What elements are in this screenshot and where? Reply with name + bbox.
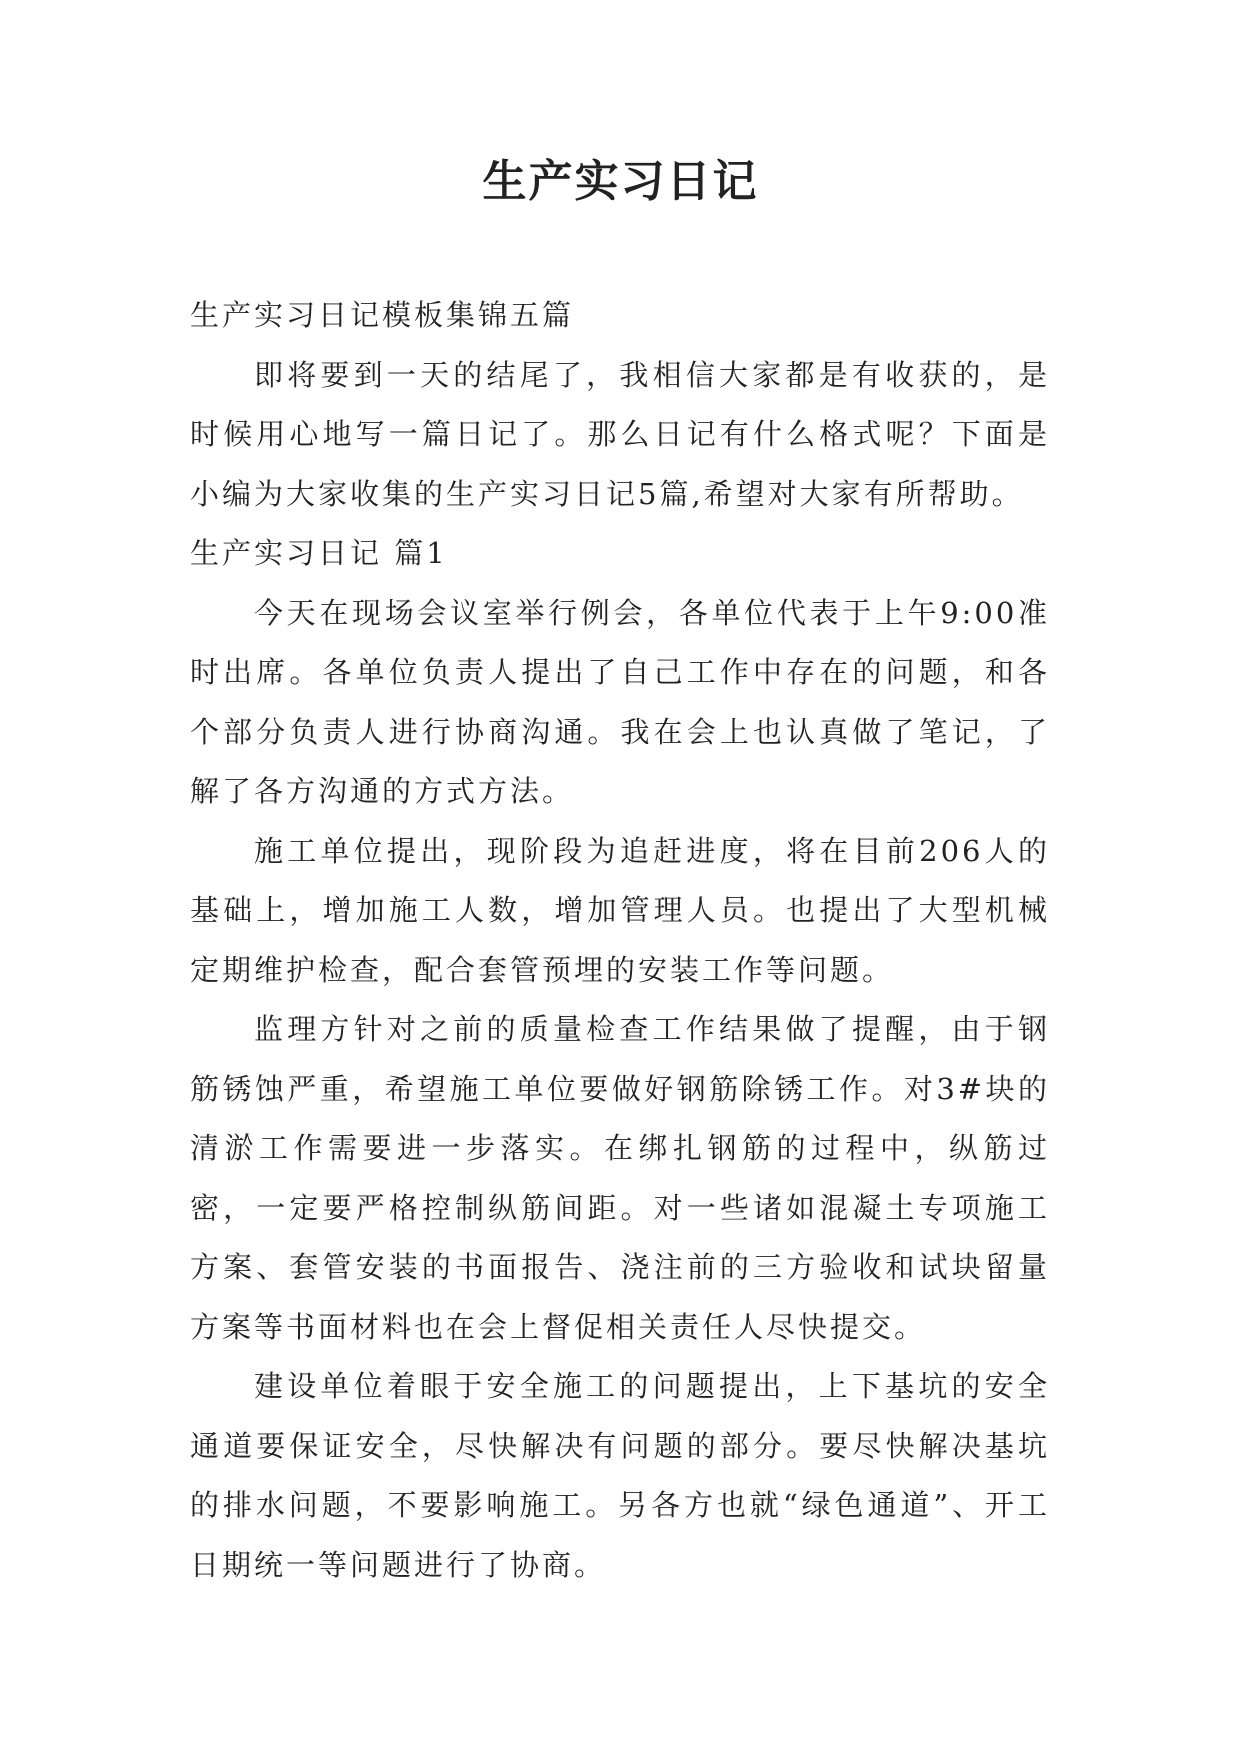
body-paragraph: 监理方针对之前的质量检查工作结果做了提醒，由于钢筋锈蚀严重，希望施工单位要做好钢筋除锈工作。对3#块的清淤工作需要进一步落实。在绑扎钢筋的过程中，纵筋过密，一定要严格控制纵筋间距。对一些诸如混凝土专项施工方案、套管安装的书面报告、浇注前的三方验收和试块留量方案等书面材料也在会上督促相关责任人尽快提交。 (190, 1012, 1050, 1344)
section-heading: 生产实习日记 篇1 (190, 536, 448, 570)
document-title: 生产实习日记 (482, 156, 759, 207)
document-subtitle: 生产实习日记模板集锦五篇 (190, 298, 575, 332)
body-paragraph: 施工单位提出，现阶段为追赶进度，将在目前206人的基础上，增加施工人数，增加管理人员。也提出了大型机械定期维护检查，配合套管预埋的安装工作等问题。 (190, 833, 1050, 987)
body-paragraph: 建设单位着眼于安全施工的问题提出，上下基坑的安全通道要保证安全，尽快解决有问题的部分。要尽快解决基坑的排水问题，不要影响施工。另各方也就“绿色通道”、开工日期统一等问题进行了协商。 (190, 1369, 1050, 1582)
intro-paragraph: 即将要到一天的结尾了，我相信大家都是有收获的，是时候用心地写一篇日记了。那么日记有什么格式呢？下面是小编为大家收集的生产实习日记5篇,希望对大家有所帮助。 (190, 357, 1050, 511)
body-paragraph: 今天在现场会议室举行例会，各单位代表于上午9:00准时出席。各单位负责人提出了自己工作中存在的问题，和各个部分负责人进行协商沟通。我在会上也认真做了笔记，了解了各方沟通的方式方法。 (190, 595, 1050, 808)
document-body (190, 286, 1050, 1595)
